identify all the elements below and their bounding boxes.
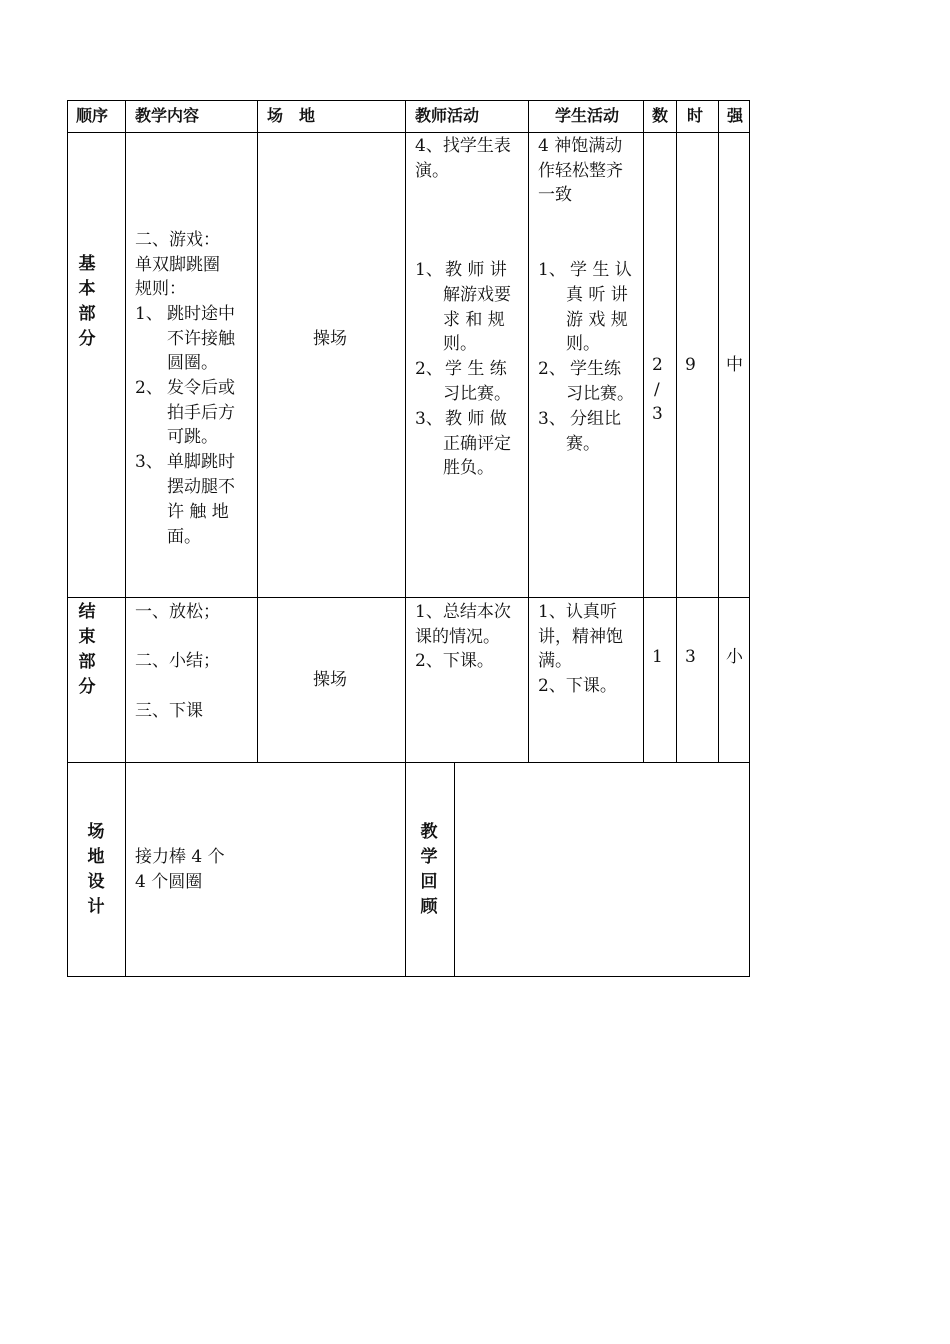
header-student: 学生活动 — [555, 106, 620, 125]
header-time: 时 — [687, 106, 704, 125]
col-divider-time — [676, 100, 677, 763]
ending-teacher-line-b: 课的情况。 — [415, 627, 500, 647]
student-3-number: 3、 — [538, 409, 566, 429]
teacher-1-line-d: 则。 — [443, 334, 477, 354]
col-divider-review — [454, 762, 455, 977]
teacher-2-number: 2、 — [415, 359, 443, 379]
ending-teacher-line-a: 1、总结本次 — [415, 602, 511, 622]
teacher-2-line-a: 学 生 练 — [445, 359, 507, 379]
ending-venue: 操场 — [313, 670, 347, 690]
student-3-line-a: 分组比 — [570, 409, 621, 429]
teacher-1-line-a: 教 师 讲 — [445, 260, 507, 280]
header-teacher: 教师活动 — [415, 106, 480, 125]
basic-venue: 操场 — [313, 329, 347, 349]
ending-student-line-d: 2、下课。 — [538, 676, 617, 696]
table-border-top — [67, 100, 750, 101]
student-2-line-a: 学生练 — [570, 359, 621, 379]
basic-content-game: 单双脚跳圈 — [135, 255, 220, 275]
header-order: 顺序 — [76, 106, 109, 125]
header-intensity: 强 — [727, 106, 744, 125]
teacher-3-line-c: 胜负。 — [443, 458, 494, 478]
ending-teacher-line-c: 2、下课。 — [415, 651, 494, 671]
student-3-line-b: 赛。 — [566, 434, 600, 454]
ending-intensity: 小 — [726, 647, 743, 667]
review-section-label: 教学回顾 — [420, 822, 438, 917]
student-2-line-b: 习比赛。 — [566, 384, 634, 404]
col-divider-count — [643, 100, 644, 763]
teacher-3-number: 3、 — [415, 409, 443, 429]
ending-row-divider — [67, 762, 750, 763]
ending-student-line-a: 1、认真听 — [538, 602, 617, 622]
rule-1-line-a: 跳时途中 — [167, 304, 235, 324]
col-divider-intensity — [718, 100, 719, 763]
basic-count-c: 3 — [652, 404, 663, 424]
teacher-2-line-b: 习比赛。 — [443, 384, 511, 404]
basic-count-b: / — [654, 380, 660, 400]
design-equipment-line-2: 4 个圆圈 — [135, 872, 203, 892]
teacher-1-line-b: 解游戏要 — [443, 285, 511, 305]
col-divider-teacher — [405, 100, 406, 977]
basic-intensity: 中 — [726, 355, 743, 375]
ending-student-line-b: 讲，精神饱 — [538, 627, 623, 647]
teacher-3-line-b: 正确评定 — [443, 434, 511, 454]
table-border-left — [67, 100, 68, 977]
rule-3-number: 3、 — [135, 452, 163, 472]
student-1-line-d: 则。 — [566, 334, 600, 354]
table-border-bottom — [67, 976, 750, 977]
student-1-line-c: 游 戏 规 — [566, 310, 628, 330]
col-divider-student — [528, 100, 529, 763]
design-section-label: 场地设计 — [87, 822, 105, 917]
header-count: 数 — [652, 106, 669, 125]
header-venue: 场 地 — [267, 106, 316, 125]
table-border-right — [749, 100, 750, 977]
rule-3-line-a: 单脚跳时 — [167, 452, 235, 472]
teacher-top-line-b: 演。 — [415, 161, 449, 181]
student-1-number: 1、 — [538, 260, 566, 280]
basic-time: 9 — [685, 355, 696, 375]
basic-content-rules: 规则： — [135, 279, 186, 299]
design-equipment-line-1: 接力棒 4 个 — [135, 847, 225, 867]
rule-2-line-c: 可跳。 — [167, 427, 218, 447]
student-2-number: 2、 — [538, 359, 566, 379]
teacher-top-line-a: 4、找学生表 — [415, 136, 511, 156]
ending-content-3: 三、下课 — [135, 701, 203, 721]
basic-count-a: 2 — [652, 355, 663, 375]
student-1-line-a: 学 生 认 — [570, 260, 632, 280]
basic-content-title: 二、游戏： — [135, 230, 220, 250]
ending-student-line-c: 满。 — [538, 651, 572, 671]
rule-2-line-b: 拍手后方 — [167, 403, 235, 423]
rule-3-line-d: 面。 — [167, 527, 201, 547]
header-divider — [67, 132, 750, 133]
rule-2-number: 2、 — [135, 378, 163, 398]
ending-content-1: 一、放松； — [135, 602, 220, 622]
student-1-line-b: 真 听 讲 — [566, 285, 628, 305]
rule-1-line-b: 不许接触 — [167, 329, 235, 349]
basic-section-label: 基本部分 — [78, 254, 96, 349]
basic-row-divider — [67, 597, 750, 598]
rule-3-line-c: 许 触 地 — [167, 502, 229, 522]
teacher-1-number: 1、 — [415, 260, 443, 280]
student-top-line-a: 4 神饱满动 — [538, 136, 623, 156]
student-top-line-c: 一致 — [538, 185, 572, 205]
rule-3-line-b: 摆动腿不 — [167, 477, 235, 497]
col-divider-venue — [257, 100, 258, 763]
ending-time: 3 — [685, 647, 696, 667]
ending-section-label: 结束部分 — [78, 602, 96, 697]
ending-count: 1 — [652, 647, 663, 667]
ending-content-2: 二、小结； — [135, 651, 220, 671]
rule-1-line-c: 圆圈。 — [167, 353, 218, 373]
teacher-3-line-a: 教 师 做 — [445, 409, 507, 429]
header-content: 教学内容 — [135, 106, 200, 125]
rule-2-line-a: 发令后或 — [167, 378, 235, 398]
col-divider-content — [125, 100, 126, 977]
rule-1-number: 1、 — [135, 304, 163, 324]
teacher-1-line-c: 求 和 规 — [443, 310, 505, 330]
student-top-line-b: 作轻松整齐 — [538, 161, 623, 181]
